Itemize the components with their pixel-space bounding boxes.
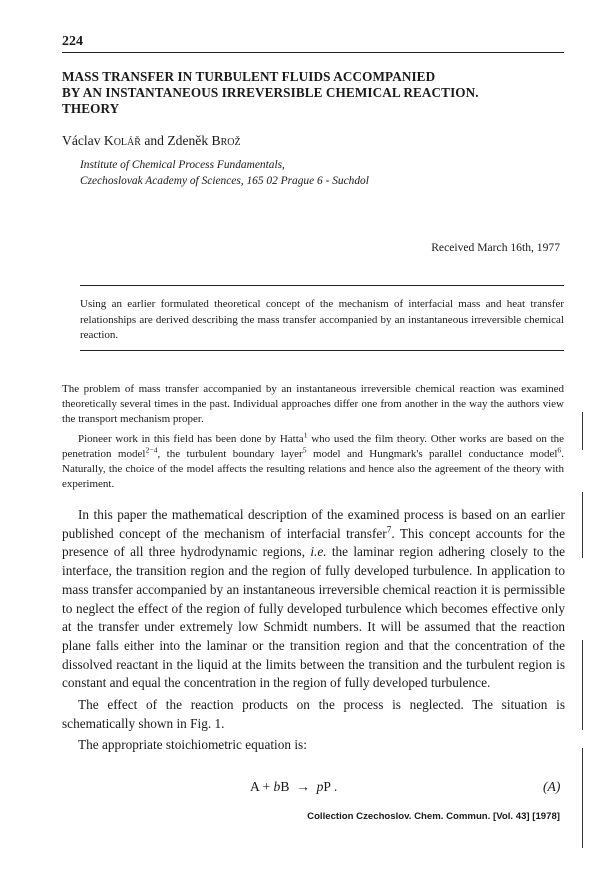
- stoichiometric-equation: [0, 779, 600, 799]
- main-text: [62, 506, 565, 755]
- reference-mark: 5: [302, 445, 307, 455]
- text-run: Pioneer work in this field has been done by Hatta: [78, 432, 304, 445]
- abstract-rule-bottom: [80, 350, 564, 351]
- equation-coefficient: p: [316, 779, 324, 794]
- body-paragraph: The appropriate stoichiometric equation is:: [78, 737, 307, 753]
- equation-label: (A): [543, 779, 561, 794]
- author-given-name: Zdeněk: [167, 133, 212, 148]
- reference-mark: 2−4: [145, 445, 158, 455]
- equation-arrow: →: [289, 779, 317, 794]
- journal-footer: Collection Czechoslov. Chem. Commun. [Vol. 43] [1978]: [307, 811, 560, 822]
- author-list: [62, 133, 241, 149]
- equation-term: P .: [323, 779, 338, 794]
- received-date: Received March 16th, 1977: [431, 241, 560, 254]
- body-paragraph: The effect of the reaction products on the process is neglected. The situation is schematically shown in Fig. 1.: [62, 697, 565, 731]
- equation-coefficient: b: [273, 779, 281, 794]
- margin-bar: [582, 492, 583, 558]
- article-title: [62, 69, 532, 117]
- text-run: In this paper the mathematical description of the examined process is based on an earlier published concept of the mechanism of interfacial transfer: [62, 507, 565, 541]
- abstract: Using an earlier formulated theoretical concept of the mechanism of interfacial mass and heat transfer relationships are derived describing the mass transfer accompanied by an instantaneous irreversible chemical reaction.: [80, 298, 564, 341]
- margin-bar: [582, 748, 583, 848]
- emphasis: i.e.: [310, 544, 327, 560]
- text-run: , the turbulent boundary layer: [157, 447, 303, 460]
- equation-operator: +: [259, 779, 274, 794]
- body-paragraph: [62, 506, 565, 693]
- affiliation-line: Institute of Chemical Process Fundamentals,: [80, 159, 285, 171]
- equation-term: B: [280, 779, 290, 794]
- text-run: . Naturally, the choice of the model affects the resulting relations and hence also the agreement of the theory with experiment.: [62, 447, 564, 491]
- margin-bar: [582, 640, 583, 730]
- intro-paragraph: [62, 429, 565, 493]
- text-run: model and Hungmark's parallel conductance model: [306, 447, 558, 460]
- author-given-name: Václav: [62, 133, 104, 148]
- header-rule: [62, 52, 564, 53]
- intro-paragraph: The problem of mass transfer accompanied by an instantaneous irreversible chemical reaction was examined theoretically several times in the past. Individual approaches differ one from another in the way the authors view the transport mechanism proper.: [62, 383, 564, 426]
- author-conjunction: and: [140, 133, 168, 148]
- text-run: who used the film theory. Other works are based on the penetration model: [62, 432, 565, 460]
- title-line: THEORY: [62, 101, 120, 116]
- margin-bar: [582, 412, 583, 450]
- abstract-rule-top: [80, 285, 564, 286]
- equation-term: A: [250, 779, 260, 794]
- author-family-name: Kolář: [103, 133, 141, 148]
- reference-mark: 6: [557, 445, 562, 455]
- author-family-name: Brož: [211, 133, 241, 148]
- text-run: . This concept accounts for the presence of all three hydrodynamic regions,: [62, 525, 565, 560]
- text-run: the laminar region adhering closely to the interface, the transition region and the region of fully developed turbulence. In application to mass transfer accompanied by an instantaneous irreversible chemical reaction it is permissible to neglect the effect of the region of fully developed turbulence which becomes effective only at the transfer under extremely low Schmidt numbers. It will be assumed that the reaction plane falls either into the laminar or the transition region and that the concentration of the dissolved reactant in the liquid at the limits between the transition and the turbulent region is constant and equal the concentration in the region of fully developed turbulence.: [62, 544, 565, 691]
- equation-expression: [250, 779, 337, 795]
- affiliation-line: Czechoslovak Academy of Sciences, 165 02 Prague 6 - Suchdol: [80, 175, 369, 187]
- page-number: 224: [62, 34, 83, 49]
- title-line: MASS TRANSFER IN TURBULENT FLUIDS ACCOMPANIED: [62, 69, 436, 84]
- reference-mark: 1: [303, 429, 308, 439]
- reference-mark: 7: [386, 525, 392, 536]
- affiliation: [80, 157, 369, 189]
- title-line: BY AN INSTANTANEOUS IRREVERSIBLE CHEMICAL REACTION.: [62, 85, 479, 100]
- introduction: [62, 382, 564, 492]
